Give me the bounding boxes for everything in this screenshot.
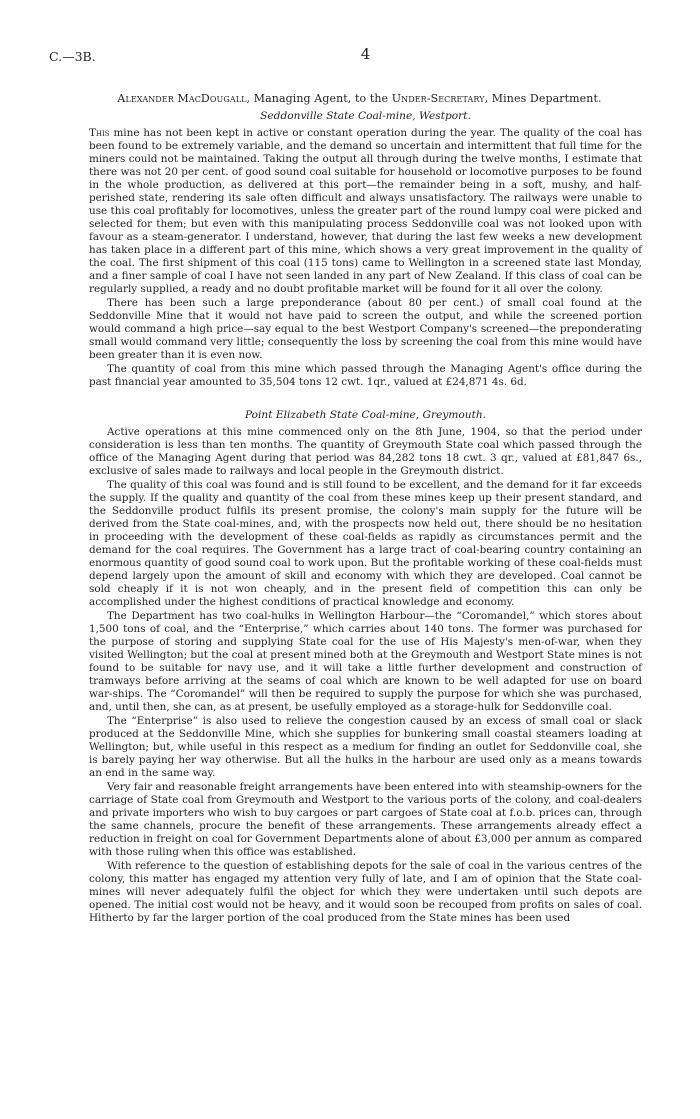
page-number: 4 [360,45,371,63]
paragraph: There has been such a large preponderance (about 80 per cent.) of small coal found at the Seddonville Mine that it would not have paid to screen the output, and while the screened portion would command a high price—say equal to the best Westport Company's screened—the preponderating small would command very little; consequently the loss by screening the coal from this mine would have been greater than it is even now. [89,297,642,361]
paragraph [89,127,642,296]
paragraph: The “Enterprise” is also used to relieve the congestion caused by an excess of small coal or slack produced at the Seddonville Mine, which she supplies for bunkering small coastal steamers loading at Wellington; but, while useful in this respect as a medium for finding an outlet for Seddonville coal, she is barely paying her way otherwise. But all the hulks in the harbour are used only as a means towards an end in the same way. [89,715,642,779]
section-heading: Point Elizabeth State Coal-mine, Greymouth. [244,409,487,421]
paragraph-lead: This [89,127,110,139]
recipient-name: Under-Secretary, [391,92,489,105]
page-header [49,45,642,70]
paragraph: With reference to the question of establishing depots for the sale of coal in the various centres of the colony, this matter has engaged my attention very fully of late, and I am of opinion that the State coal-mines will never adequately fulfil the object for which they were undertaken until such depots are opened. The initial cost would not be heavy, and it would soon be recouped from profits on sales of coal. Hitherto by far the larger portion of the coal produced from the State mines has been used [89,860,642,924]
sender-name: Alexander MacDougall, [117,92,251,105]
paragraph: The quantity of coal from this mine which passed through the Managing Agent's office during the past financial year amounted to 35,504 tons 12 cwt. 1qr., valued at £24,871 4s. 6d. [89,363,642,388]
section-heading: Seddonville State Coal-mine, Westport. [260,110,471,122]
document-reference: C.—3B. [49,49,96,64]
paragraph: Active operations at this mine commenced only on the 8th June, 1904, so that the period under consideration is less than ten months. The quantity of Greymouth State coal which passed through the office of the Managing Agent during that period was 84,282 tons 18 cwt. 3 qr., valued at £81,847 6s., exclusive of sales made to railways and local people in the Greymouth district. [89,426,642,477]
paragraph: The Department has two coal-hulks in Wellington Harbour—the “Coromandel,” which stores about 1,500 tons of coal, and the “Enterprise,” which carries about 140 tons. The former was purchased for the purpose of storing and supplying State coal for the use of His Majesty's men-of-war, when they visited Wellington; but the coal at present mined both at the Greymouth and Westport State mines is not found to be suitable for navy use, and it will take a little further development and construction of tramways before arriving at the seams of coal which are known to be well adapted for use on board war-ships. The “Coromandel” will then be required to supply the purpose for which she was purchased, and, until then, she can, as at present, be usefully employed as a storage-hulk for Seddonville coal. [89,610,642,713]
sender-role: Managing Agent, to the [250,92,392,105]
letter-heading [77,92,642,105]
paragraph-text: mine has not been kept in active or constant operation during the year. The quality of the coal has been found to be extremely variable, and the demand so uncertain and intermittent that full time for the miners could not be maintained. Taking the output all through during the twelve months, I estimate that there was not 20 per cent. of good sound coal suitable for household or locomotive purposes to be found in the whole production, as delivered at this port—the remainder being in a soft, mushy, and half-perished state, rendering its sale often difficult and always unsatisfactory. The railways were unable to use this coal profitably for locomotives, unless the greater part of the round lumpy coal were picked and selected for them; but even with this manipulating process Seddonville coal was not looked upon with favour as a steam-generator. I understand, however, that during the last few weeks a new development has taken place in a different part of this mine, which shows a very great improvement in the quality of the coal. The first shipment of this coal (115 tons) came to Wellington in a screened state last Monday, and a finer sample of coal I have not seen landed in any part of New Zealand. If this class of coal can be regularly supplied, a ready and no doubt profitable market will be found for it all over the colony. [89,127,642,295]
recipient-department: Mines Department. [488,92,602,105]
section-seddonville [89,110,642,389]
paragraph: Very fair and reasonable freight arrangements have been entered into with steamship-owners for the carriage of State coal from Greymouth and Westport to the various ports of the colony, and coal-dealers and private importers who wish to buy cargoes or part cargoes of State coal at f.o.b. prices can, through the same channels, procure the benefit of these arrangements. These arrangements already effect a reduction in freight on coal for Government Departments alone of about £3,000 per annum as compared with those ruling when this office was established. [89,781,642,858]
paragraph: The quality of this coal was found and is still found to be excellent, and the demand for it far exceeds the supply. If the quality and quantity of the coal from these mines keep up their present standard, and the Seddonville product fulfils its present promise, the colony's main supply for the future will be derived from the State coal-mines, and, with the prospects now held out, there should be no hesitation in proceeding with the development of these coal-fields as rapidly as circumstances permit and the demand for the coal requires. The Government has a large tract of coal-bearing country containing an enormous quantity of good sound coal to work upon. But the profitable working of these coal-fields must depend largely upon the amount of skill and economy with which they are developed. Coal cannot be sold cheaply if it is not won cheaply, and in the present field of competition this can only be accomplished under the highest conditions of practical knowledge and economy. [89,479,642,608]
section-point-elizabeth [89,409,642,925]
